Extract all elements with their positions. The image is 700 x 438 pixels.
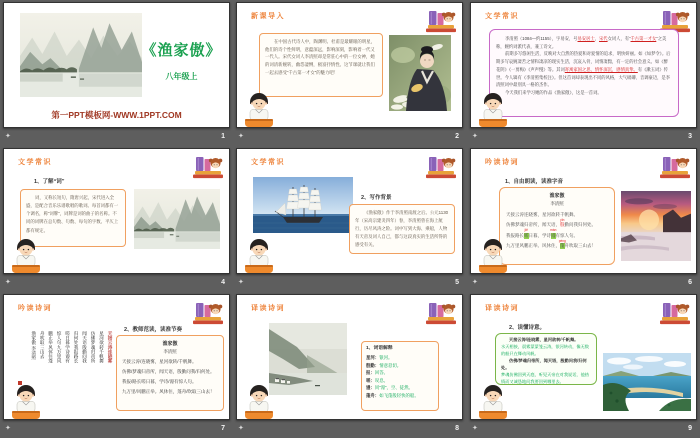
intro-paragraph: 在中国古代诗人中，陶渊明、杜甫是最耀眼的明星，他们的诗个性鲜明，意蕴深远，影响深刻，影响着一代又一代人。宋代女词人李清照却是常驻心中的一位女神，她的词清新婉转，幽怨凄恻，极富抒情性。这节课就让我们一起去感受“千古第一才女”的魅力吧！ <box>265 39 375 75</box>
grade-subtitle: 八年级上 <box>165 72 198 81</box>
definition-line: 报：回答。 <box>366 370 388 376</box>
pinyin-annotated-char: jiē 嗟 <box>524 228 529 238</box>
section-header: 吟读诗词 <box>485 159 519 166</box>
reading-girl-books-icon <box>193 154 223 181</box>
ci-definition-text: 词，又称长短句，隋唐兴起，宋代进入全盛，是配合音乐乐谱歌唱的歌词。每首词都有一个调名，称“词牌”，词牌是词的曲子的名称。不同的词牌在总句数、句数、每句的字数、平仄上都有规定。 <box>26 195 119 233</box>
section-header: 文学常识 <box>485 13 519 20</box>
author-bio-box <box>489 29 679 117</box>
poem-title: 渔家傲 <box>162 341 178 347</box>
landscape-watercolor-image <box>20 13 142 97</box>
slide-band-5 <box>236 274 464 291</box>
slide-band-4 <box>3 274 230 291</box>
background-text-box <box>349 204 455 254</box>
reading-girl-books-icon <box>426 300 456 327</box>
slide-cell-4 <box>0 146 233 292</box>
reading-girl-books-icon <box>193 300 223 327</box>
highlight-text: 千古第一才女 <box>630 36 657 41</box>
slide-thumbnail-8[interactable] <box>236 294 463 420</box>
poem-line: 天接云涛/连晓雾，星河欲转/千帆舞。 <box>122 359 197 364</box>
presentation-title: 《渔家傲》 <box>141 43 222 59</box>
slide-number: 7 <box>221 425 225 432</box>
poem-line: 九万里/风鹏正举。风休住，蓬舟/吹取三山去！ <box>122 389 215 395</box>
definition-line: 谩：同“漫”，空、徒然。 <box>366 385 413 391</box>
transition-star-icon[interactable]: ✦ <box>5 133 11 140</box>
coastal-bay-image <box>603 353 691 411</box>
section-header: 译读诗词 <box>251 305 285 312</box>
slide-thumbnail-4[interactable] <box>3 148 230 274</box>
slide-band-6 <box>470 274 697 291</box>
glossary-box <box>361 341 439 411</box>
definition-line: 星河：银河。 <box>366 355 393 361</box>
slide-band-7 <box>3 420 230 437</box>
slide-number: 4 <box>221 279 225 286</box>
slide-number: 6 <box>688 279 692 286</box>
definition-line: 蓬舟：如飞蓬般轻快的船。 <box>366 392 419 398</box>
slide-thumbnail-3[interactable] <box>470 2 697 128</box>
poem-title: 渔家傲 <box>549 193 565 199</box>
translation-line: 梦魂仿佛回到天庭，听见天帝在对我说话，他热情而又诚恳地问我要回到哪里去。 <box>501 371 589 384</box>
translation-box <box>495 333 597 385</box>
poem-line: 九万里风鹏正举。风休住， péng 蓬舟吹取三山去！ <box>506 239 596 249</box>
background-text: 《渔家傲》作于李清照南渡之后。公元1130年（宋高宗建炎四年）春，李清照曾在海上航行，历尽风涛之险。词中写到大海、乘船，人物有天帝及词人自己，都与这段真实的生活所得的感受有关。 <box>355 210 449 247</box>
pinyin-annotated-char: péng 蓬 <box>558 239 566 249</box>
poem-line: 仿佛/梦魂归帝所，闻天语，殷勤问我/归何处。 <box>122 369 215 375</box>
reading-girl-books-icon <box>426 154 456 181</box>
transition-star-icon[interactable]: ✦ <box>5 425 11 432</box>
slide-cell-6 <box>467 146 700 292</box>
bio-paragraph-2: 前期多写悠闲生活，反映对大自然的热爱和对爱情的追求，明快妍丽。如《如梦令》。后期多写哀婉凄苦之情和凄凉的现实生活，沉哀入骨，词情凄黯，有一定的社会意义。如《醉花阴》《一剪梅》《声声慢》等。其词寄寓家国之思，情怀深沉，感情真挚。有《漱玉词》传世。今人辑有《李清照集校注》。但这首词却表现出不同的风格，大气磅礴、音调豪迈，是李清照词中最别具一格的杰作。 <box>496 51 671 88</box>
section-header: 译读诗词 <box>485 305 519 312</box>
slide-band-9 <box>470 420 697 437</box>
slide-number: 3 <box>688 133 692 140</box>
cartoon-boy-icon <box>242 235 276 273</box>
transition-star-icon[interactable]: ✦ <box>472 133 478 140</box>
misty-lake-image <box>269 323 347 395</box>
section-header: 新课导入 <box>251 13 285 20</box>
cartoon-boy-icon <box>9 235 43 273</box>
sailing-ship-image <box>253 177 353 233</box>
poem-line: 我报/路长嗟日暮，学诗/谩有惊人句。 <box>122 379 197 385</box>
slide-thumbnail-9[interactable] <box>470 294 697 420</box>
translation-line: 水天相接，晨雾蒙蒙笼云涛，银河转动，像无数的船只在舞动风帆。 <box>501 343 589 356</box>
definition-line: 殷勤：情意恳切。 <box>366 362 402 368</box>
section-header: 文学常识 <box>18 159 52 166</box>
slide-number: 5 <box>455 279 459 286</box>
poem-line: 仿佛/梦魂归帝所，闻天语，殷勤问我/归何处。 <box>501 357 587 370</box>
glossary-heading: 1、词语解释 <box>366 346 393 351</box>
cartoon-boy-icon <box>9 381 43 419</box>
rhythm-poem-box <box>116 335 224 411</box>
poem-line: 天接云涛/连晓雾，星河欲转/千帆舞。 <box>509 337 579 342</box>
definition-line: 嗟：叹息。 <box>366 377 388 383</box>
poem-author: 李清照 <box>550 201 564 206</box>
transition-star-icon[interactable]: ✦ <box>238 133 244 140</box>
transition-star-icon[interactable]: ✦ <box>238 279 244 286</box>
sub-heading: 2、写作背景 <box>361 195 392 201</box>
slide-cell-7 <box>0 292 233 438</box>
slide-cell-2 <box>233 0 467 146</box>
poem-box <box>499 187 615 265</box>
slide-thumbnail-5[interactable] <box>236 148 463 274</box>
slide-thumbnail-6[interactable] <box>470 148 697 274</box>
pinyin-annotated-char: màn 谩 <box>550 228 557 238</box>
slide-cell-8 <box>233 292 467 438</box>
slide-cell-1 <box>0 0 233 146</box>
transition-star-icon[interactable]: ✦ <box>5 279 11 286</box>
slide-number: 1 <box>221 133 225 140</box>
section-header: 吟读诗词 <box>18 305 52 312</box>
slide-band-1 <box>3 128 230 145</box>
slide-band-2 <box>236 128 464 145</box>
reading-girl-books-icon <box>426 8 456 35</box>
slide-thumbnail-2[interactable] <box>236 2 463 128</box>
slide-number: 8 <box>455 425 459 432</box>
cartoon-boy-icon <box>476 89 510 127</box>
transition-star-icon[interactable]: ✦ <box>238 425 244 432</box>
highlight-text: 易安居士 <box>577 36 595 41</box>
poem-line: 我报路长 jiē 嗟日暮，学诗 màn 谩有惊人句。 <box>506 228 578 238</box>
poem-line: 天接云涛连晓雾，星河欲转千帆舞。 <box>506 211 578 217</box>
slide-number: 2 <box>455 133 459 140</box>
reading-girl-books-icon <box>660 300 690 327</box>
bio-paragraph-3: 今天我们来学习她的作品《渔家傲》，这是一首词。 <box>505 90 602 96</box>
poem-author: 李清照 <box>163 349 177 354</box>
cartoon-boy-icon <box>242 381 276 419</box>
sunset-seascape-image <box>621 191 691 261</box>
slide-thumbnail-7[interactable] <box>3 294 230 420</box>
highlight-text: 寄寓家国之思，情怀深沉，感情真挚。 <box>564 66 638 72</box>
transition-star-icon[interactable]: ✦ <box>472 279 478 286</box>
sub-heading: 1、了解“词” <box>34 179 65 185</box>
li-qingzhao-portrait-image <box>389 35 451 111</box>
pinyin-annotated-char: yīn 殷 <box>560 217 565 228</box>
slide-cell-3 <box>467 0 700 146</box>
sub-heading: 2、读懂诗意。 <box>509 325 546 331</box>
reading-girl-books-icon <box>660 154 690 181</box>
poem-line: 仿佛梦魂归帝所，闻天语， yīn 殷勤问我归何处。 <box>506 217 596 228</box>
slide-band-8 <box>236 420 464 437</box>
highlight-text: 宋代 <box>599 36 608 41</box>
intro-text-box <box>259 33 383 97</box>
calligraphy-scroll: 天接云涛连晓雾 星河欲转千帆舞 仿佛梦魂归帝所 闻天语殷勤问我 归何处我报路长 嗟日暮学诗谩有 惊人句九万里风 鹏正举风休住蓬 舟吹取三山去 渔家傲 李清照 <box>31 331 113 364</box>
transition-star-icon[interactable]: ✦ <box>472 425 478 432</box>
slide-band-3 <box>470 128 697 145</box>
cartoon-boy-icon <box>476 381 510 419</box>
section-header: 文学常识 <box>251 159 285 166</box>
slide-cell-5 <box>233 146 467 292</box>
slide-cell-9 <box>467 292 700 438</box>
landscape-watercolor-image <box>134 189 220 249</box>
template-site-credit: 第一PPT模板网-WWW.1PPT.COM <box>51 110 182 120</box>
cartoon-boy-icon <box>476 235 510 273</box>
slide-number: 9 <box>688 425 692 432</box>
cartoon-boy-icon <box>242 89 276 127</box>
sub-heading: 1、自由朗读，读准字音 <box>505 179 564 185</box>
bio-paragraph-1: 李清照（1084—约1155），字易安，号易安居士，宋代女词人，有“千古第一才女”之美称，婉约词派代表，兼工诗文。 <box>496 36 667 49</box>
sub-heading: 2、教师范读，读准节奏 <box>124 327 183 333</box>
slide-thumbnail-1[interactable] <box>3 2 230 128</box>
